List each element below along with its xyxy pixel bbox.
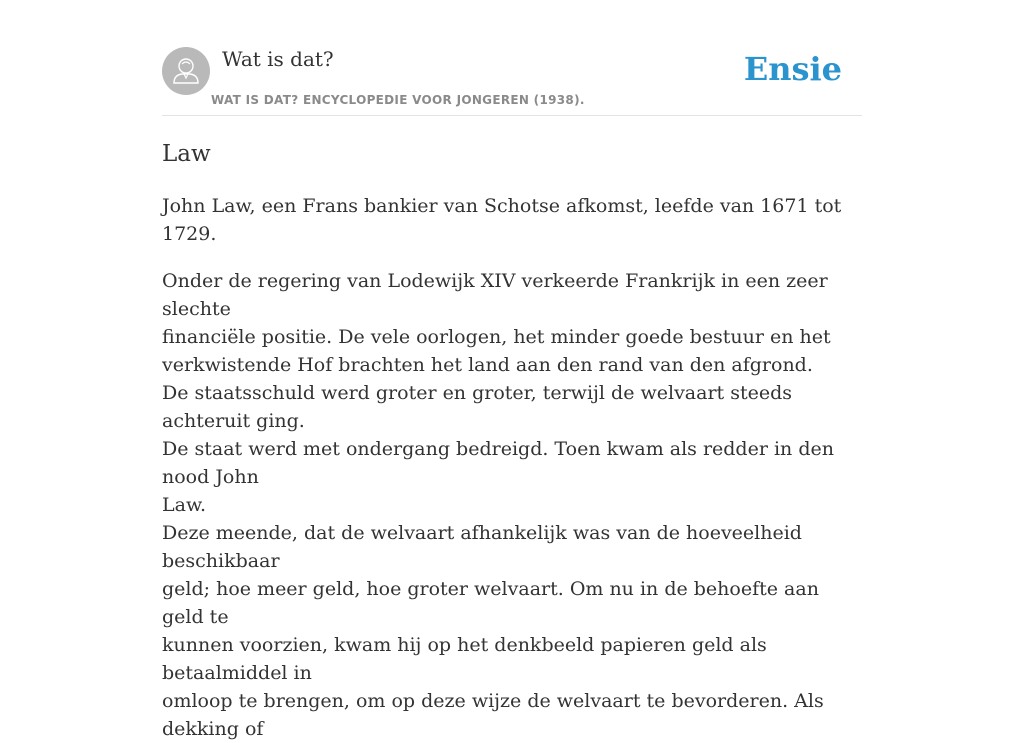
text-line: Law.	[162, 494, 206, 516]
text-line: kunnen voorzien, kwam hij op het denkbeeld papieren geld als betaalmiddel in	[162, 634, 767, 684]
text-line: Onder de regering van Lodewijk XIV verkeerde Frankrijk in een zeer slechte	[162, 270, 828, 320]
text-line: financiële positie. De vele oorlogen, het minder goede bestuur en het	[162, 326, 831, 348]
source-avatar[interactable]	[162, 47, 210, 95]
article-body	[162, 192, 862, 743]
text-line: Deze meende, dat de welvaart afhankelijk was van de hoeveelheid beschikbaar	[162, 522, 802, 572]
text-line: omloop te brengen, om op deze wijze de welvaart te bevorderen. Als dekking of	[162, 690, 824, 740]
user-icon	[162, 47, 210, 95]
article-paragraph	[162, 267, 862, 743]
intro-paragraph: John Law, een Frans bankier van Schotse afkomst, leefde van 1671 tot 1729.	[162, 195, 842, 245]
ensie-logo[interactable]: Ensie	[743, 50, 842, 88]
entry-title: Law	[162, 141, 211, 167]
text-line: De staat werd met ondergang bedreigd. Toen kwam als redder in den nood John	[162, 438, 834, 488]
text-line: De staatsschuld werd groter en groter, terwijl de welvaart steeds achteruit ging.	[162, 382, 792, 432]
source-header	[162, 46, 862, 116]
text-line: geld; hoe meer geld, hoe groter welvaart. Om nu in de behoefte aan geld te	[162, 578, 819, 628]
source-subtitle[interactable]: WAT IS DAT? ENCYCLOPEDIE VOOR JONGEREN (1938).	[211, 93, 585, 107]
text-line: verkwistende Hof brachten het land aan den rand van den afgrond.	[162, 354, 813, 376]
source-title[interactable]: Wat is dat?	[222, 47, 334, 71]
